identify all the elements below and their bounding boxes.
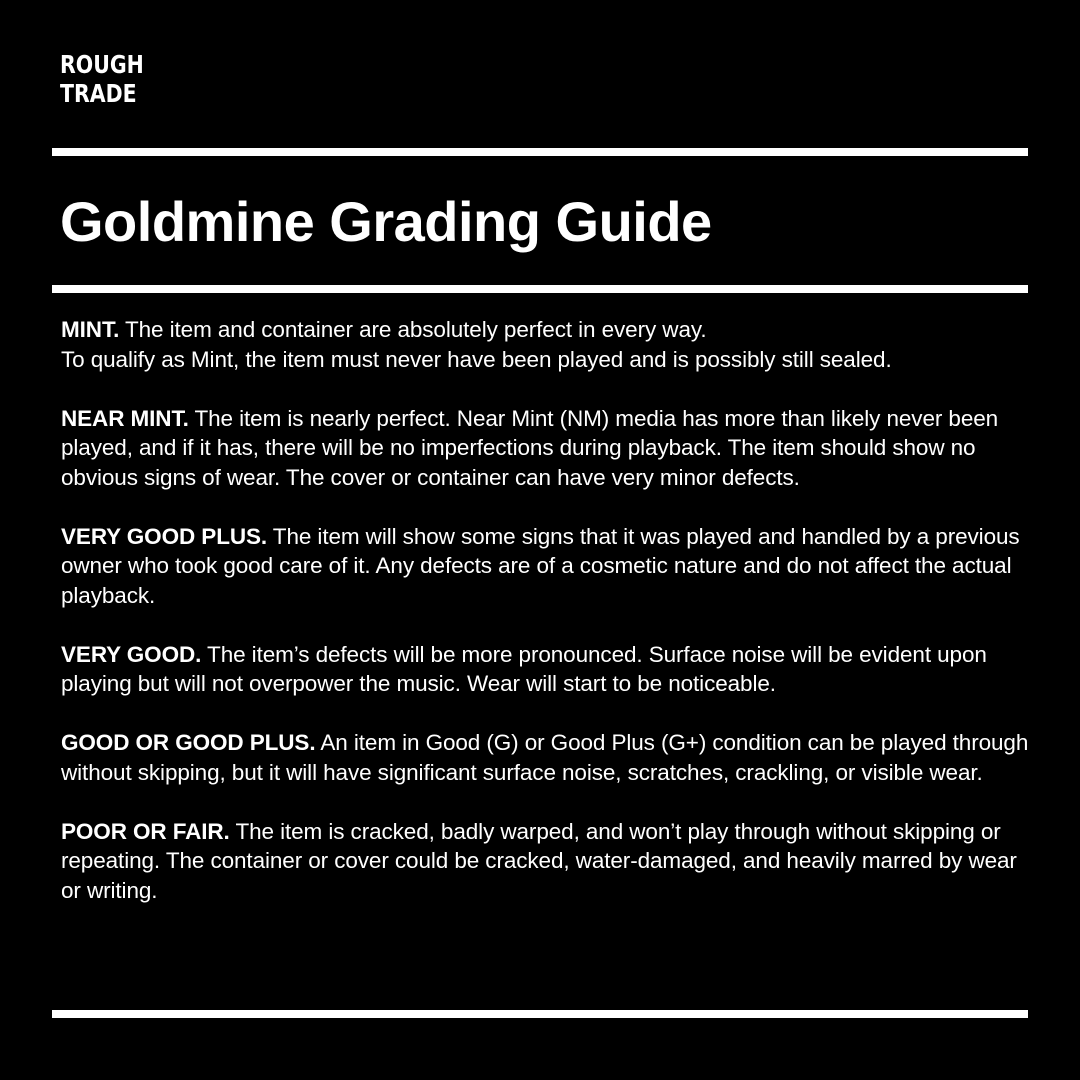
- grade-mint: [61, 315, 1036, 374]
- grade-near-mint: [61, 404, 1036, 493]
- grade-description: An item in Good (G) or Good Plus (G+) condition can be played through without skipping, but it will have significant surface noise, scratches, crackling, or visible wear.: [61, 730, 1029, 785]
- logo-line-2: TRADE: [60, 79, 137, 108]
- bottom-divider: [52, 1010, 1028, 1018]
- grade-description-line-2: To qualify as Mint, the item must never have been played and is possibly still sealed.: [61, 346, 892, 372]
- grade-description: The item is nearly perfect. Near Mint (NM) media has more than likely never been played, and if it has, there will be no imperfections during playback. The item should show no obvious signs of wear. The cover or container can have very minor defects.: [61, 405, 999, 490]
- grade-label: POOR OR FAIR.: [61, 818, 230, 844]
- grade-label: VERY GOOD.: [61, 641, 202, 667]
- grade-description: The item’s defects will be more pronounced. Surface noise will be evident upon playing but will not overpower the music. Wear will start to be noticeable.: [61, 641, 987, 696]
- grade-label: MINT.: [61, 317, 120, 342]
- grade-very-good: [61, 640, 1036, 699]
- grade-label: NEAR MINT.: [61, 405, 189, 431]
- grade-label: GOOD OR GOOD PLUS.: [61, 730, 316, 755]
- grade-description: The item is cracked, badly warped, and won’t play through without skipping or repeating. The container or cover could be cracked, water-damaged, and heavily marred by wear or writing.: [61, 818, 1017, 903]
- grade-label: VERY GOOD PLUS.: [61, 523, 268, 549]
- grade-description: The item will show some signs that it was played and handled by a previous owner who took good care of it. Any defects are of a cosmetic nature and do not affect the actual playback.: [61, 523, 1020, 608]
- grade-good-or-good-plus: [61, 728, 1036, 787]
- logo-line-1: ROUGH: [60, 50, 144, 79]
- grade-very-good-plus: [61, 522, 1036, 611]
- rough-trade-logo: [60, 50, 142, 108]
- title-divider: [52, 285, 1028, 293]
- page-title: Goldmine Grading Guide: [60, 190, 712, 253]
- grade-description: The item and container are absolutely perfect in every way.: [125, 317, 707, 342]
- top-divider: [52, 148, 1028, 156]
- grade-poor-or-fair: [61, 817, 1036, 906]
- grading-list: [61, 315, 1036, 935]
